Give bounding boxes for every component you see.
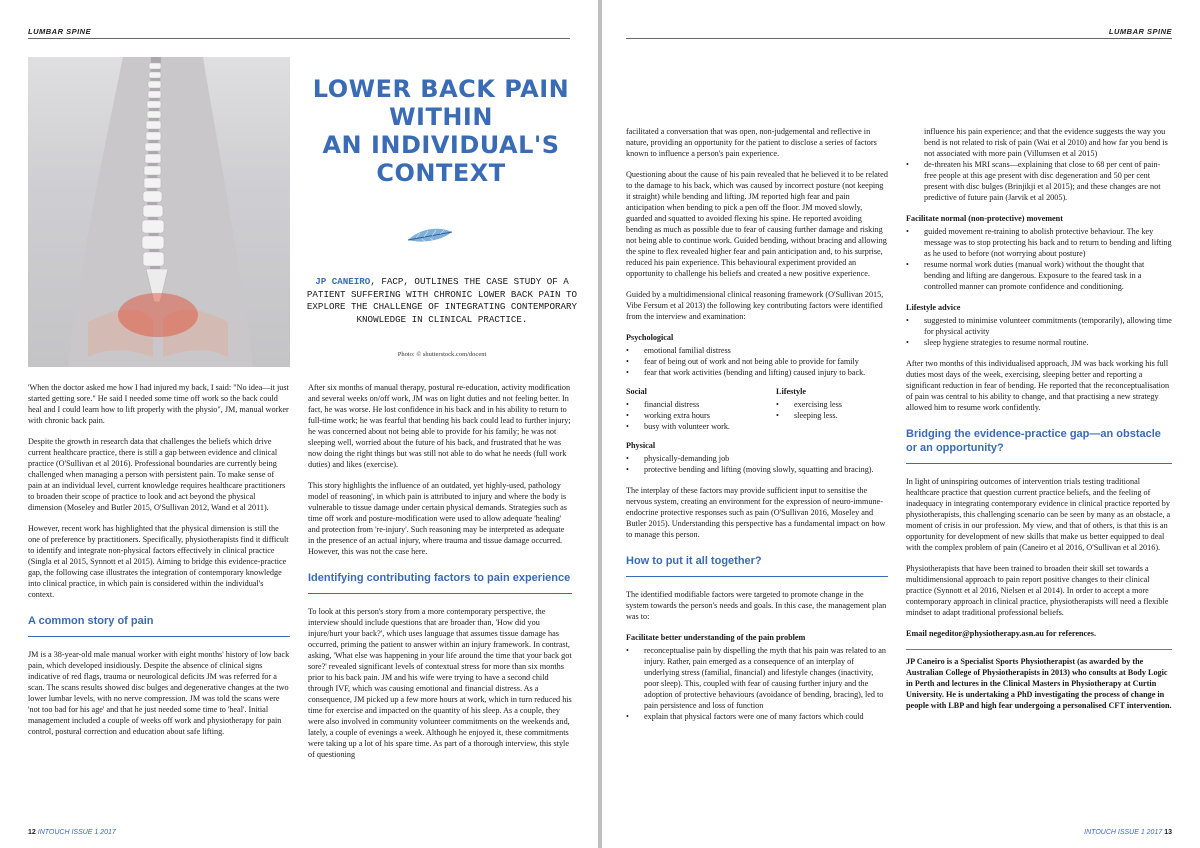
author-name: JP CANEIRO — [315, 276, 371, 287]
list-item: • sleep hygiene strategies to resume normal routine. — [906, 337, 1172, 348]
title-line-3: AN INDIVIDUAL'S — [322, 131, 560, 159]
column-4 — [906, 126, 1172, 721]
list-item: • guided movement re-training to abolish protective behaviour. The key message was to stop protecting his back and to return to bending and lifting as he used to before (not worrying about posture) — [906, 226, 1172, 259]
heading-rule — [906, 463, 1172, 464]
column-2 — [308, 382, 572, 770]
paragraph: After two months of this individualised approach, JM was back working his full duties most days of the week, exercising, sleeping better and reporting a significant reduction in fear of bending. He reported that the reconceptualisation of pain was central to his ability to change, and that practising a new strategy allowed him to resume work confidently. — [906, 359, 1170, 412]
list-item: • physically-demanding job — [626, 453, 888, 464]
paragraph: This story highlights the influence of an outdated, yet highly-used, pathology model of reasoning', in which pain is attributed to injury and where the body is vulnerable to tissue damage under certain physical demands. Strategies such as time off work and posture-modification were used to allow adequate 'healing' and protection from 're-injury'. Such reasoning may be interpreted as adequate in the presence of an actual injury, where trauma and tissue damage occurred. However, this was not the case here. — [308, 481, 567, 556]
section-heading: Bridging the evidence-practice gap—an obstacle or an opportunity? — [906, 428, 1161, 454]
list-item: • working extra hours — [626, 410, 756, 421]
paragraph: facilitated a conversation that was open, non-judgemental and reflective in nature, providing an opportunity for the patient to disclose a series of factors known to influence a person's pain experience. — [626, 127, 877, 158]
plan-heading: Lifestyle advice — [906, 303, 961, 312]
running-head-left: LUMBAR SPINE — [28, 27, 92, 36]
folio-left — [28, 829, 116, 836]
list-item: • fear of being out of work and not being able to provide for family — [626, 356, 888, 367]
article-title — [292, 75, 590, 187]
paragraph: The identified modifiable factors were targeted to promote change in the system towards the person's needs and goals. In this case, the management plan was to: — [626, 590, 887, 621]
running-head-right: LUMBAR SPINE — [1108, 27, 1172, 36]
lifestyle-list — [776, 399, 886, 421]
factor-heading-psychological: Psychological — [626, 333, 674, 342]
references-email: Email negeditor@physiotherapy.asn.au for references. — [906, 629, 1097, 638]
list-item: • fear that work activities (bending and lifting) caused injury to back. — [626, 367, 888, 378]
paragraph: To look at this person's story from a more contemporary perspective, the interview should include questions that are broader than, 'How did you injure/hurt your back?', which uses language that assumes tissue damage has occurred, priming the patient to answer within an injury framework. In contrast, asking, 'What else was happening in your life around the time that your back got sore?' revealed significant levels of contextual stress for more than six months prior to his back pain. JM and his wife were trying to have a second child through IVF, which was causing emotional and financial distress. As a consequence, JM picked up a few more hours at work, which in turn reduced his time for exercise and impacted on the quantity of his sleep. As a couple, they were also involved in community volunteer commitments on the weekends and, lately, a couple of evenings a week. Although he enjoyed it, these commitments were taking up a lot of his spare time. As part of a thorough interview, this style of questioning — [308, 607, 572, 759]
photo-credit: Photo: © shutterstock.com/docent — [397, 351, 487, 358]
plan-list — [626, 645, 888, 722]
page-number: 13 — [1164, 829, 1172, 836]
list-item: • emotional familial distress — [626, 345, 888, 356]
psychological-list — [626, 345, 888, 378]
paragraph: JM is a 38-year-old male manual worker with eight months' history of low back pain, which developed insidiously. Despite the absence of clinical signs indicative of red flags, trauma or neurological deficits JM was referred for a scan. The scans results showed disc bulges and degenerative changes at the two lower lumbar levels, with no nerve compression. JM was told the scans were 'not too bad for his age' and that he just needed some time to 'heal'. Initial management included a couple of weeks off work and physiotherapy for pain control, postural correction and education about safe lifting. — [28, 650, 290, 736]
list-item: • explain that physical factors were one of many factors which could — [626, 711, 888, 722]
paragraph: The interplay of these factors may provide sufficient input to sensitise the nervous system, creating an environment for the expression of neuro-immune-endocrine protective responses such as pain (O'Sullivan 2016, Moseley and Butler 2015). Understanding this perspective has a fundamental impact on how to manage this person. — [626, 486, 886, 539]
header-rule — [626, 38, 1172, 39]
movement-list — [906, 226, 1172, 292]
list-item: • de-threaten his MRI scans—explaining that close to 68 per cent of pain-free people at this age present with disc degeneration and 50 per cent present with disc bulges (Brinjikji et al 2015); and these changes are not predictive of future pain (Jarvik et al 2005). — [906, 159, 1172, 203]
paragraph: Despite the growth in research data that challenges the beliefs which drive current healthcare practice, there is still a gap between evidence and clinical practice (O'Sullivan et al 2016). Professional boundaries are currently being challenged when managing a person with persistent pain. To make sense of pain at an individual level, current knowledge requires healthcare practitioners to broaden their scope of practice to look and act beyond the physical dimension (Moseley and Butler 2015, O'Sullivan 2012, Wand et al 2011). — [28, 437, 286, 512]
list-item: • reconceptualise pain by dispelling the myth that his pain was related to an injury. Rather, pain emerged as a consequence of an interplay of underlying stress (familial, financial) and lifestyle changes (inactivity, poor sleep). This, coupled with fear of causing further injury and the adoption of protective behaviours (avoidance of bending, bracing), led to pain persistence and loss of function — [626, 645, 888, 711]
social-list — [626, 399, 756, 432]
publication-name: INTOUCH ISSUE 1 2017 — [37, 829, 116, 836]
intro-quote: 'When the doctor asked me how I had injured my back, I said: "No idea—it just started getting sore." He said I needed some time off work so the back could heal and I could learn how to lift properly with the physio", JM, manual worker with chronic back pain. — [28, 383, 289, 425]
left-page — [0, 0, 598, 848]
list-item: • exercising less — [776, 399, 886, 410]
list-item: • suggested to minimise volunteer commitments (temporarily), allowing time for physical activity — [906, 315, 1172, 337]
list-continuation: influence his pain experience; and that the evidence suggests the way you bend is not related to risk of pain (Wai et al 2010) and how far you bend is not associated with more pain (Villumsen et al 2015) — [924, 127, 1168, 158]
spine-illustration — [28, 57, 290, 367]
feather-icon — [406, 226, 454, 246]
paragraph: Physiotherapists that have been trained to broaden their skill set towards a multidimensional approach to pain report positive changes to their clinical practice (Synnott et al 2016, Nielsen et al 2014). In order to accept a more contemporary approach in clinical practice, physiotherapists will need a flexible mindset to adapt traditional professional beliefs. — [906, 564, 1169, 617]
plan-heading: Facilitate normal (non-protective) movement — [906, 214, 1063, 223]
paragraph: Guided by a multidimensional clinical reasoning framework (O'Sullivan 2015, Vibe Fersum et al 2013) the following key contributing factors were identified from the interview and examination: — [626, 290, 884, 321]
factor-heading-lifestyle: Lifestyle — [776, 387, 807, 396]
column-3 — [626, 126, 888, 722]
list-item: • sleeping less. — [776, 410, 886, 421]
list-item: • busy with volunteer work. — [626, 421, 756, 432]
plan-heading: Facilitate better understanding of the pain problem — [626, 633, 806, 642]
right-page — [602, 0, 1200, 848]
title-line-4: CONTEXT — [376, 159, 506, 187]
column-1 — [28, 382, 290, 747]
paragraph: In light of uninspiring outcomes of intervention trials testing traditional healthcare practice that question current practice beliefs, and the feeling of inadequacy in integrating contemporary evidence in clinical practice reported by physiotherapists, this challenging scenario can be seen by many as an obstacle, a moment of crisis in our profession. My view, and that of others, is that this is an opportunity for development of new skills that make us better equipped to deal with the complex problem of pain (Caneiro et al 2016, O'Sullivan et al 2016). — [906, 477, 1171, 552]
title-line-1: LOWER BACK PAIN — [312, 75, 570, 103]
header-rule — [28, 38, 570, 39]
factor-heading-physical: Physical — [626, 441, 656, 450]
section-heading: A common story of pain — [28, 615, 154, 627]
standfirst-text: , FACP, OUTLINES THE CASE STUDY OF A PATIENT SUFFERING WITH CHRONIC LOWER BACK PAIN TO EXPLORE THE CHALLENGE OF INTEGRATING CONTEMPORARY KNOWLEDGE IN CLINICAL PRACTICE. — [306, 276, 578, 325]
back-pain-photo — [28, 57, 290, 367]
plan-list-cont — [906, 159, 1172, 203]
heading-rule — [626, 576, 888, 577]
paragraph: Questioning about the cause of his pain revealed that he believed it to be related to the damage to his back, which was caused by incorrect posture (not keeping it straight) while bending and lifting. JM reported high fear and pain anticipation when bending to pick a pen off the floor. JM moved slowly, guarded and squatted to avoided flexing his spine. He reported avoiding bending as much as possible due to fear of causing further damage and risking not being able to continue work. Guided bending, without bracing and allowing the spine to flex revealed higher fear and pain anticipation and, to his surprise, reduced his pain experience. This behavioural experiment provided an opportunity to challenge his beliefs and created a new positive experience. — [626, 170, 888, 278]
section-heading: How to put it all together? — [626, 555, 762, 567]
lifestyle-advice-list — [906, 315, 1172, 348]
list-item: • resume normal work duties (manual work) without the thought that bending and lifting are dangerous. Exposure to the feared task in a controlled manner can promote confidence and conditioning. — [906, 259, 1172, 292]
list-item: • financial distress — [626, 399, 756, 410]
social-lifestyle-row — [626, 378, 888, 432]
author-bio: JP Caneiro is a Specialist Sports Physiotherapist (as awarded by the Australian College of Physiotherapists in 2013) who consults at Body Logic in Perth and lectures in the Clinical Masters in Physiotherapy at Curtin University. He is undertaking a PhD investigating the process of change in people with LBP and high fear undergoing a personalised CFT intervention. — [906, 649, 1172, 711]
page-number: 12 — [28, 829, 36, 836]
paragraph: However, recent work has highlighted that the physical dimension is still the one of preference by practitioners. Specifically, physiotherapists find it difficult to identify and integrate non-physical factors effectively in clinical practice (Singla et al 2015, Synnott et al 2015). Aiming to bridge this evidence-practice gap, the following case illustrates the integration of contemporary knowledge into clinical practice, in which pain is considered within the individual's context. — [28, 524, 289, 599]
factor-heading-social: Social — [626, 387, 647, 396]
folio-right — [1084, 829, 1172, 836]
paragraph: After six months of manual therapy, postural re-education, activity modification and several weeks on/off work, JM was on light duties and not feeling better. In fact, he was worse. He lost confidence in his back and in his ability to return to full-time work; he was fearful that bending his back could lead to further injury; he was concerned about not being able to provide for his family; he was not sleeping well, worried about the future of his back, and frustrated that he was now doing the right things but was still not able to do what he needs (full work duties) and likes (exercise). — [308, 383, 571, 469]
list-item: • protective bending and lifting (moving slowly, squatting and bracing). — [626, 464, 888, 475]
publication-name: INTOUCH ISSUE 1 2017 — [1084, 829, 1163, 836]
physical-list — [626, 453, 888, 475]
title-line-2: WITHIN — [389, 103, 493, 131]
heading-rule — [28, 636, 290, 637]
standfirst — [304, 276, 580, 326]
heading-rule — [308, 593, 572, 594]
section-heading: Identifying contributing factors to pain experience — [308, 572, 571, 584]
